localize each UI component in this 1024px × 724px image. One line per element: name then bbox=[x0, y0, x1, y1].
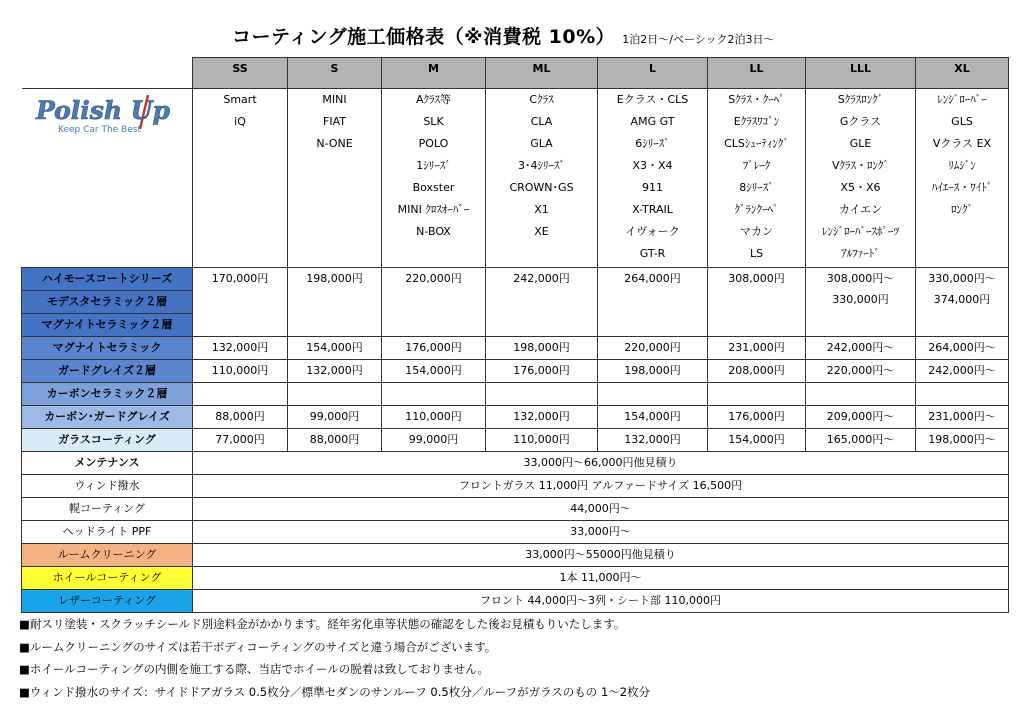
notes bbox=[19, 613, 650, 703]
service-label: ガラスコーティング bbox=[22, 429, 193, 452]
cell-line: Aｸﾗｽ等 bbox=[415, 93, 452, 106]
model-list bbox=[916, 89, 1009, 268]
cell-line: X5・X6 bbox=[840, 181, 881, 194]
empty-cell bbox=[288, 383, 382, 406]
cell-line: 220,000円 bbox=[405, 272, 462, 285]
extra-label: ルームクリーニング bbox=[22, 544, 193, 567]
extra-value: 33,000円〜 bbox=[193, 521, 1009, 544]
size-header: XL bbox=[916, 58, 1009, 89]
price-cell bbox=[486, 268, 598, 337]
extra-value: 33,000円〜55000円他見積り bbox=[193, 544, 1009, 567]
extra-value: フロントガラス 11,000円 アルファードサイズ 16,500円 bbox=[193, 475, 1009, 498]
price-cell: 99,000円 bbox=[382, 429, 486, 452]
note-line: ■ウィンド撥水のサイズ：サイドドアガラス 0.5枚分／標準セダンのサンルーフ 0.5枚分／ルーフがガラスのもの 1〜2枚分 bbox=[19, 684, 651, 699]
cell-line: Vクラス EX bbox=[932, 137, 992, 150]
cell-line: POLO bbox=[418, 137, 449, 150]
price-cell: 220,000円〜 bbox=[806, 360, 916, 383]
price-cell: 198,000円 bbox=[598, 360, 708, 383]
price-cell: 264,000円〜 bbox=[916, 337, 1009, 360]
cell-line: 264,000円 bbox=[624, 272, 681, 285]
cell-line: ﾚﾝｼﾞﾛｰﾊﾞｰ bbox=[937, 93, 987, 106]
price-cell: 154,000円 bbox=[288, 337, 382, 360]
logo-tagline: Keep Car The Best bbox=[57, 125, 141, 135]
price-cell: 132,000円 bbox=[486, 406, 598, 429]
cell-line: Boxster bbox=[412, 181, 455, 194]
cell-line: XE bbox=[534, 225, 549, 238]
empty-cell bbox=[806, 383, 916, 406]
cell-line: 8ｼﾘｰｽﾞ bbox=[739, 181, 774, 194]
extra-label: ヘッドライト PPF bbox=[22, 521, 193, 544]
cell-line: 308,000円 bbox=[728, 272, 785, 285]
price-cell: 88,000円 bbox=[193, 406, 288, 429]
cell-line: ﾘﾑｼﾞﾝ bbox=[948, 159, 976, 172]
model-list bbox=[382, 89, 486, 268]
polish-up-logo bbox=[32, 89, 182, 139]
size-header: ML bbox=[486, 58, 598, 89]
size-header: L bbox=[598, 58, 708, 89]
size-header: SS bbox=[193, 58, 288, 89]
corner-blank bbox=[22, 58, 193, 89]
extra-value: フロント 44,000円〜3列・シート部 110,000円 bbox=[193, 590, 1009, 613]
cell-line: 330,000円 bbox=[832, 293, 889, 306]
empty-cell bbox=[193, 383, 288, 406]
title-main: コーティング施工価格表（※消費税 10%） bbox=[232, 26, 616, 48]
price-cell: 220,000円 bbox=[598, 337, 708, 360]
price-cell: 132,000円 bbox=[598, 429, 708, 452]
extra-label: ウィンド撥水 bbox=[22, 475, 193, 498]
cell-line: ｸﾞﾗﾝｸｰﾍﾟ bbox=[734, 203, 779, 216]
extra-value: 44,000円〜 bbox=[193, 498, 1009, 521]
empty-cell bbox=[598, 383, 708, 406]
cell-line: Smart bbox=[223, 93, 257, 106]
cell-line: CROWN･GS bbox=[509, 181, 574, 194]
cell-line: Cｸﾗｽ bbox=[529, 93, 554, 106]
extra-label: 幌コーティング bbox=[22, 498, 193, 521]
price-cell bbox=[288, 268, 382, 337]
cell-line: ｱﾙﾌｧｰﾄﾞ bbox=[841, 247, 880, 260]
service-label: モデスタセラミック２層 bbox=[22, 291, 193, 314]
cell-line: GLE bbox=[849, 137, 872, 150]
cell-line: 170,000円 bbox=[211, 272, 269, 285]
price-cell: 208,000円 bbox=[708, 360, 806, 383]
note-line: ■耐スリ塗装・スクラッチシールド別途料金がかかります。経年劣化車等状態の確認をした後お見積もりいたします。 bbox=[19, 617, 626, 631]
model-list bbox=[486, 89, 598, 268]
extra-value: 1本 11,000円〜 bbox=[193, 567, 1009, 590]
note-line: ■ホイールコーティングの内側を施工する際、当店でホイールの脱着は致しておりません。 bbox=[19, 662, 489, 676]
cell-line: カイエン bbox=[838, 203, 883, 216]
price-cell: 231,000円〜 bbox=[916, 406, 1009, 429]
cell-line: Sｸﾗｽﾛﾝｸﾞ bbox=[837, 93, 884, 106]
cell-line: 374,000円 bbox=[933, 293, 991, 306]
logo-text: Polish Up bbox=[35, 96, 170, 125]
cell-line: 308,000円〜 bbox=[826, 272, 895, 285]
cell-line: CLSｼｭｰﾃｨﾝｸﾞ bbox=[724, 137, 789, 150]
price-cell: 198,000円〜 bbox=[916, 429, 1009, 452]
extra-label: ホイールコーティング bbox=[22, 567, 193, 590]
cell-line: SLK bbox=[423, 115, 444, 128]
cell-line: GT-R bbox=[639, 247, 666, 260]
price-cell bbox=[382, 268, 486, 337]
service-label: ガードグレイズ２層 bbox=[22, 360, 193, 383]
price-cell: 242,000円〜 bbox=[916, 360, 1009, 383]
cell-line: Gクラス bbox=[839, 115, 882, 128]
cell-line: X-TRAIL bbox=[632, 203, 673, 216]
cell-line: N-BOX bbox=[416, 225, 451, 238]
cell-line: 911 bbox=[642, 181, 663, 194]
cell-line: LS bbox=[749, 247, 764, 260]
price-cell: 110,000円 bbox=[486, 429, 598, 452]
price-cell bbox=[806, 268, 916, 337]
size-header: LLL bbox=[806, 58, 916, 89]
price-cell: 176,000円 bbox=[382, 337, 486, 360]
service-label: マグナイトセラミック bbox=[22, 337, 193, 360]
logo-cell bbox=[22, 89, 193, 268]
size-header: M bbox=[382, 58, 486, 89]
cell-line: Eｸﾗｽﾜｺﾞﾝ bbox=[733, 115, 780, 128]
extra-value: 33,000円〜66,000円他見積り bbox=[193, 452, 1009, 475]
price-cell: 99,000円 bbox=[288, 406, 382, 429]
price-cell bbox=[193, 268, 288, 337]
cell-line: Vｸﾗｽ・ﾛﾝｸﾞ bbox=[831, 159, 890, 172]
size-header: LL bbox=[708, 58, 806, 89]
cell-line: ﾌﾞﾚｰｸ bbox=[742, 159, 771, 172]
cell-line: MINI ｸﾛｽｵｰﾊﾞｰ bbox=[397, 203, 470, 216]
cell-line: MINI bbox=[322, 93, 347, 106]
cell-line: 242,000円 bbox=[513, 272, 570, 285]
price-cell: 209,000円〜 bbox=[806, 406, 916, 429]
cell-line: Sｸﾗｽ・ｸｰﾍﾟ bbox=[728, 93, 785, 106]
price-cell: 154,000円 bbox=[598, 406, 708, 429]
cell-line: ﾚﾝｼﾞﾛｰﾊﾞｰｽﾎﾟｰﾂ bbox=[822, 225, 899, 238]
price-cell: 132,000円 bbox=[288, 360, 382, 383]
service-label: カーボン･ガードグレイズ bbox=[22, 406, 193, 429]
price-cell bbox=[916, 268, 1009, 337]
price-cell bbox=[708, 268, 806, 337]
cell-line: ﾊｲｴｰｽ・ﾜｲﾄﾞ bbox=[931, 181, 993, 194]
price-cell: 154,000円 bbox=[708, 429, 806, 452]
price-cell: 88,000円 bbox=[288, 429, 382, 452]
empty-cell bbox=[708, 383, 806, 406]
page-title bbox=[232, 22, 775, 49]
cell-line: X3・X4 bbox=[632, 159, 673, 172]
cell-line: Eクラス・CLS bbox=[616, 93, 689, 106]
price-cell: 176,000円 bbox=[486, 360, 598, 383]
extra-label: メンテナンス bbox=[22, 452, 193, 475]
cell-line: N-ONE bbox=[316, 137, 353, 150]
empty-cell bbox=[916, 383, 1009, 406]
price-cell: 77,000円 bbox=[193, 429, 288, 452]
cell-line: FIAT bbox=[323, 115, 346, 128]
title-sub: 1泊2日〜/ベーシック2泊3日〜 bbox=[622, 33, 775, 46]
cell-line: ﾛﾝｸﾞ bbox=[951, 203, 973, 216]
service-label: マグナイトセラミック２層 bbox=[22, 314, 193, 337]
size-header: S bbox=[288, 58, 382, 89]
cell-line: 330,000円〜 bbox=[928, 272, 996, 285]
price-cell: 154,000円 bbox=[382, 360, 486, 383]
note-line: ■ルームクリーニングのサイズは若干ボディコーティングのサイズと違う場合がございます。 bbox=[19, 639, 497, 654]
cell-line: X1 bbox=[534, 203, 549, 216]
model-list bbox=[193, 89, 288, 268]
empty-cell bbox=[486, 383, 598, 406]
cell-line: iQ bbox=[234, 115, 246, 128]
price-cell: 110,000円 bbox=[193, 360, 288, 383]
price-cell: 231,000円 bbox=[708, 337, 806, 360]
cell-line: 6ｼﾘｰｽﾞ bbox=[635, 137, 670, 150]
price-cell: 165,000円〜 bbox=[806, 429, 916, 452]
price-cell: 132,000円 bbox=[193, 337, 288, 360]
cell-line: CLA bbox=[530, 115, 553, 128]
model-list bbox=[708, 89, 806, 268]
cell-line: 1ｼﾘｰｽﾞ bbox=[416, 159, 451, 172]
service-label: ハイモースコートシリーズ bbox=[22, 268, 193, 291]
cell-line: GLS bbox=[951, 115, 973, 128]
price-cell: 176,000円 bbox=[708, 406, 806, 429]
cell-line: マカン bbox=[740, 225, 773, 238]
cell-line: 198,000円 bbox=[306, 272, 363, 285]
cell-line: 3･4ｼﾘｰｽﾞ bbox=[518, 159, 565, 172]
cell-line: AMG GT bbox=[630, 115, 675, 128]
price-cell bbox=[598, 268, 708, 337]
cell-line: GLA bbox=[530, 137, 553, 150]
model-list bbox=[288, 89, 382, 268]
price-cell: 242,000円〜 bbox=[806, 337, 916, 360]
service-label: カーボンセラミック２層 bbox=[22, 383, 193, 406]
price-table bbox=[21, 57, 1009, 613]
price-cell: 110,000円 bbox=[382, 406, 486, 429]
model-list bbox=[598, 89, 708, 268]
model-list bbox=[806, 89, 916, 268]
empty-cell bbox=[382, 383, 486, 406]
extra-label: レザーコーティング bbox=[22, 590, 193, 613]
price-cell: 198,000円 bbox=[486, 337, 598, 360]
cell-line: イヴォーク bbox=[625, 225, 680, 238]
